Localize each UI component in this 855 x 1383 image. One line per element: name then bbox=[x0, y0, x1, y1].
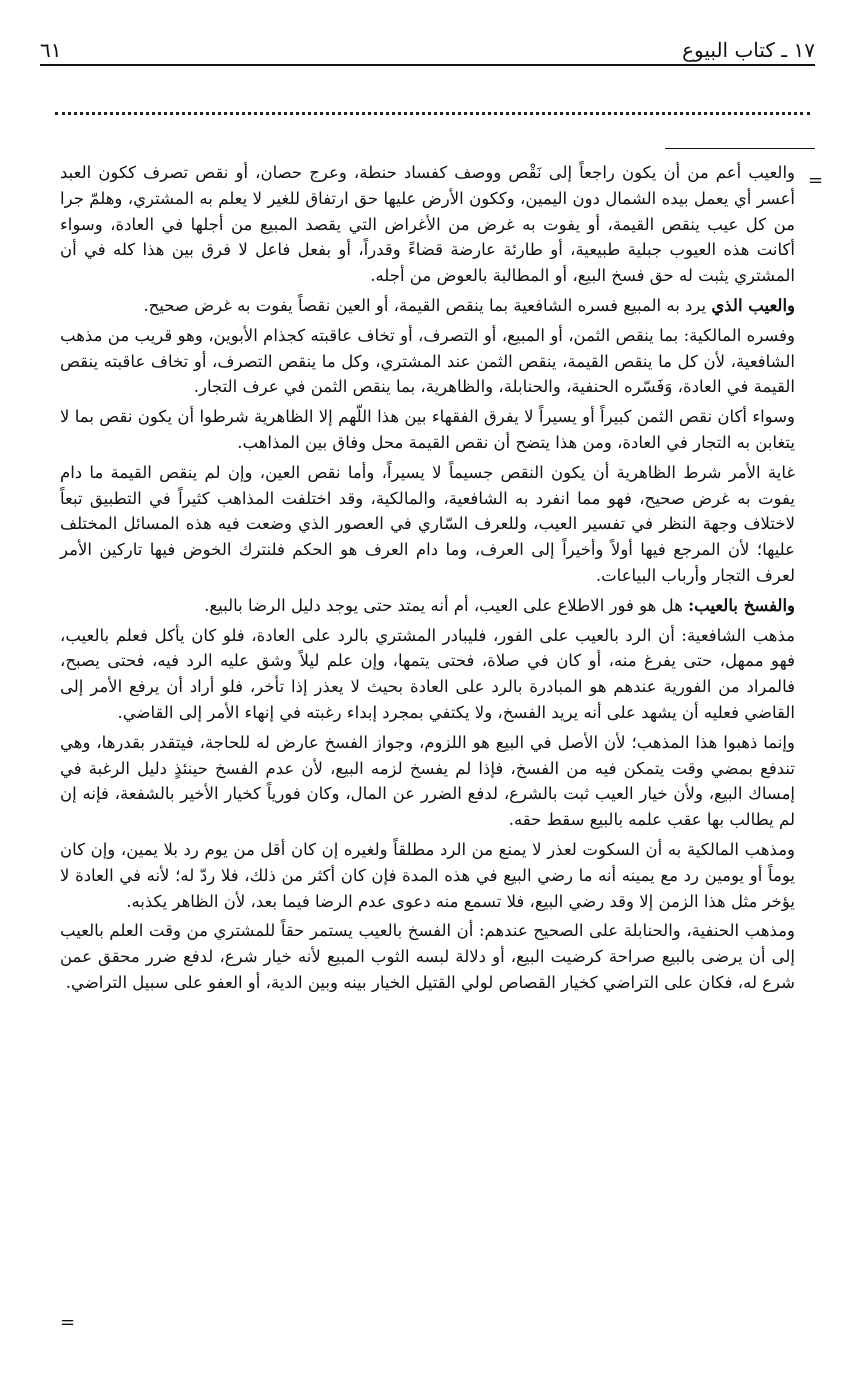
paragraph-lead: والفسخ بالعيب: bbox=[688, 595, 795, 615]
paragraph bbox=[60, 323, 795, 400]
paragraph bbox=[60, 730, 795, 833]
paragraph-text: هل هو فور الاطلاع على العيب، أم أنه يمتد حتى يوجد دليل الرضا بالبيع. bbox=[204, 595, 683, 615]
paragraph-text: غاية الأمر شرط الظاهرية أن يكون النقص جسيماً لا يسيراً، وأما نقص العين، وإن لم ينقص القيمة ما دام يفوت به غرض صحيح، فهو مما انفرد به الشافعية، والمالكية، وقد اختلفت المذاهب كثيراً في التطبيق تبعاً لاختلاف وجهة النظر في تفسير العيب، وللعرف السّاري في العصور الذي وضعت فيه هذه المسائل المختلف عليها؛ لأن المرجع فيها أولاً وأخيراً إلى العرف، وما دام العرف هو الحكم فلنترك الخوض فيها تاركين الأمر لعرف التجار وأرباب البياعات. bbox=[60, 462, 795, 585]
footnote-body bbox=[60, 160, 795, 1000]
continuation-mark-top: = bbox=[808, 170, 824, 191]
paragraph bbox=[60, 918, 795, 995]
continuation-mark-bottom: = bbox=[60, 1312, 76, 1333]
paragraph-text: وإنما ذهبوا هذا المذهب؛ لأن الأصل في البيع هو اللزوم، وجواز الفسخ عارض له للحاجة، فيتقدر بقدرها، وهي تندفع بمضي وقت يتمكن فيه من الفسخ، فإذا لم يفسخ لزمه البيع، لأن عدم الفسخ حينئذٍ دليل الرغبة في إمساك البيع، ولأن خيار العيب ثبت بالشرع، لدفع الضرر عن المال، وكان فورياً كخيار الأخير بالشفعة، فإنه إن لم يطالب بها عقب علمه بالبيع سقط حقه. bbox=[60, 732, 795, 830]
paragraph-text: يرد به المبيع فسره الشافعية بما ينقص القيمة، أو العين نقصاً يفوت به غرض صحيح. bbox=[143, 295, 707, 315]
header-rule bbox=[40, 64, 815, 66]
paragraph-text: وفسره المالكية: بما ينقص الثمن، أو المبيع، أو التصرف، أو تخاف عاقبته كجذام الأبوين، وهو قريب من مذهب الشافعية، لأن كل ما ينقص القيمة، ينقص الثمن عند المشتري، وكل ما ينقص التصرف، أو تخاف عاقبته ينقص القيمة في العادة، وَفَسّره الحنفية، والحنابلة، والظاهرية، بما ينقص الثمن في عرف التجار. bbox=[60, 325, 795, 397]
chapter-title: ١٧ ـ كتاب البيوع bbox=[682, 38, 815, 62]
page-header bbox=[40, 30, 815, 62]
page-number: ٦١ bbox=[40, 38, 62, 62]
paragraph bbox=[60, 160, 795, 289]
paragraph-text: وسواء أكان نقص الثمن كبيراً أو يسيراً لا يفرق الفقهاء بين هذا اللّهم إلا الظاهرية شرطوا أن يكون نقص بما لا يتغابن به التجار في العادة، ومن هذا يتضح أن نقص القيمة محل وفاق بين المذاهب. bbox=[60, 407, 795, 452]
paragraph-text: مذهب الشافعية: أن الرد بالعيب على الفور، فليبادر المشتري بالرد على العادة، فلو كان يأكل فعلم بالعيب، فهو ممهل، حتى يفرغ منه، أو كان في صلاة، فحتى يتمها، وإن علم ليلاً وشق عليه الرد فيه، فحتى يصبح، فالمراد من الفورية عندهم هو المبادرة بالرد على العادة بحيث لا يعذر إذا تأخر، فلو أراد أن يرفع الأمر إلى القاضي فعليه أن يشهد على أنه يريد الفسخ، ولا يكتفي بمجرد إبداء رغبته في إنهاء الأمر إلى القاضي. bbox=[60, 625, 795, 722]
paragraph bbox=[60, 404, 795, 456]
paragraph bbox=[60, 293, 795, 319]
paragraph-text: ومذهب الحنفية، والحنابلة على الصحيح عندهم: أن الفسخ بالعيب يستمر حقاً للمشتري من وقت العلم بالعيب إلى أن يرضى بالبيع صراحة كرضيت البيع، أو دلالة لبسه الثوب المبيع لأنه خيار شرع، لدفع ضرر محقق عمن شرع له، فكان على التراضي كخيار القصاص لولي القتيل الخيار بينه وبين الدية، أو العفو على سبيل التراضي. bbox=[60, 921, 795, 992]
paragraph-text: والعيب أعم من أن يكون راجعاً إلى نَقْص ووصف كفساد حنطة، وعرج حصان، أو نقص تصرف ككون العبد أعسر أي يعمل بيده الشمال دون اليمين، وككون الأرض عليها حق ارتفاق للغير لا يعلم به المشتري، وهلمّ جرا من كل عيب ينقص القيمة، أو يفوت به غرض من الأغراض التي يقصد المبيع من أجلها في العادة، وسواء أكانت هذه العيوب جبلية طبيعية، أو طارئة عارضة قضاءً وقدراً، أو بفعل فاعل لا فرق بين هذا كله في أن المشتري يثبت له حق فسخ البيع، أو المطالبة بالعوض من أجله. bbox=[60, 163, 795, 286]
paragraph bbox=[60, 460, 795, 589]
footnote-rule bbox=[665, 148, 815, 149]
paragraph bbox=[60, 837, 795, 914]
paragraph-text: ومذهب المالكية به أن السكوت لعذر لا يمنع من الرد مطلقاً ولغيره إن كان أقل من يوم رد بلا يمين، وإن كان يوماً أو يومين رد مع يمينه أنه ما رضي البيع في هذه المدة فإن كان أكثر من ذلك، فلا ردّ له؛ لأنه في العادة لا يؤخر مثل هذا الزمن إلا وقد رضي البيع، فلا تسمع منه دعوى عدم الرضا فيما بعد، لأن الظاهر يكذبه. bbox=[60, 839, 795, 911]
paragraph bbox=[60, 593, 795, 619]
dotted-separator bbox=[55, 112, 810, 115]
paragraph bbox=[60, 623, 795, 726]
paragraph-lead: والعيب الذي bbox=[711, 295, 795, 315]
